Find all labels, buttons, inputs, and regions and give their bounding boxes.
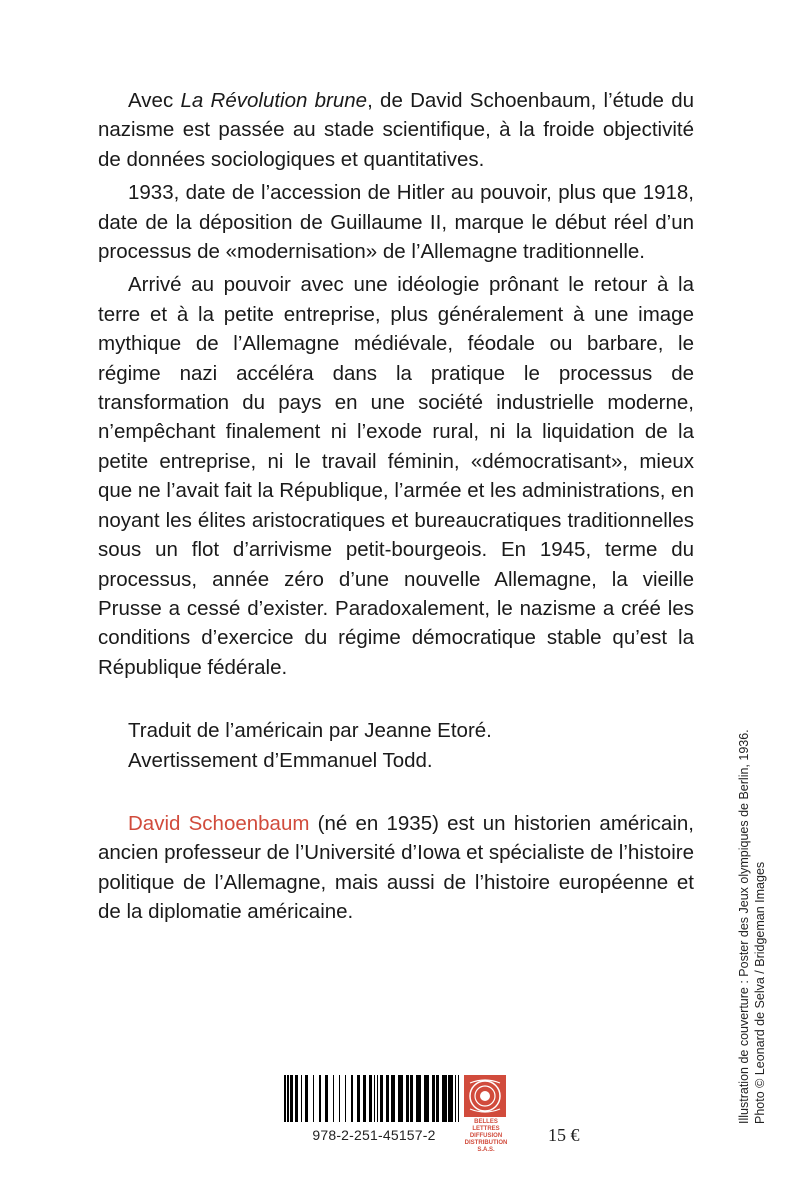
- publisher-line-3: DISTRIBUTION: [464, 1140, 508, 1146]
- summary-p1-intro: Avec: [128, 89, 181, 112]
- publisher-line-4: S.A.S.: [477, 1147, 495, 1153]
- barcode-area: [284, 1075, 584, 1153]
- translation-credits: [98, 716, 694, 775]
- cover-credit-line-1: Illustration de couverture : Poster des Jeux olympiques de Berlin, 1936.: [737, 729, 751, 1124]
- publisher-line-1: BELLES LETTRES: [472, 1119, 500, 1132]
- summary-paragraph-3: Arrivé au pouvoir avec une idéologie prônant le retour à la terre et à la petite entreprise, plus généralement à une image mythique de l’Allemagne médiévale, féodale ou barbare, le régime nazi accéléra dans la pratique le processus de transformation du pays en une société industrielle moderne, n’empêchant finalement ni l’exode rural, ni la liquidation de la petite entreprise, ni le travail féminin, «démocratisant», mieux que ne l’avait fait la République, l’armée et les administrations, en noyant les élites aristocratiques et bureaucratiques traditionnelles sous un flot d’arrivisme petit-bourgeois. En 1945, terme du processus, année zéro d’une nouvelle Allemagne, la vieille Prusse a cessé d’exister. Paradoxalement, le nazisme a créé les conditions d’exercice du régime démocratique stable qu’est la République fédérale.: [98, 273, 694, 679]
- cover-illustration-credit: [736, 729, 768, 1124]
- cover-credit-line-2: Photo © Leonard de Selva / Bridgeman Images: [753, 861, 767, 1124]
- publisher-name: [460, 1119, 512, 1154]
- foreword-credit: Avertissement d’Emmanuel Todd.: [128, 748, 433, 772]
- author-name: David Schoenbaum: [128, 811, 310, 835]
- author-bio-text: (né en 1935) est un historien américain, ancien professeur de l’Université d’Iowa et spécialiste de l’histoire politique de l’Allemagne, mais aussi de l’histoire européenne et de la diplomatie américaine.: [98, 811, 694, 924]
- barcode: [284, 1075, 460, 1122]
- summary-paragraph-1: [98, 86, 694, 174]
- back-cover-text: [98, 86, 694, 927]
- book-title-italic: La Révolution brune: [180, 89, 368, 112]
- publisher-logo-icon: [464, 1075, 506, 1117]
- publisher-line-2: DIFFUSION: [469, 1133, 503, 1139]
- price: 15 €: [548, 1125, 580, 1145]
- summary-p1-rest: , de David Schoenbaum, l’étude du nazisme est passée au stade scientifique, à la froide objectivité de données sociologiques et quantitatives.: [98, 89, 694, 171]
- isbn-number: 978-2-251-45157-2: [312, 1127, 436, 1143]
- summary-paragraph-2: 1933, date de l’accession de Hitler au pouvoir, plus que 1918, date de la déposition de Guillaume II, marque le début réel d’un processus de «modernisation» de l’Allemagne traditionnelle.: [98, 181, 694, 264]
- author-bio: [98, 809, 694, 927]
- translator-credit: Traduit de l’américain par Jeanne Etoré.: [128, 719, 492, 743]
